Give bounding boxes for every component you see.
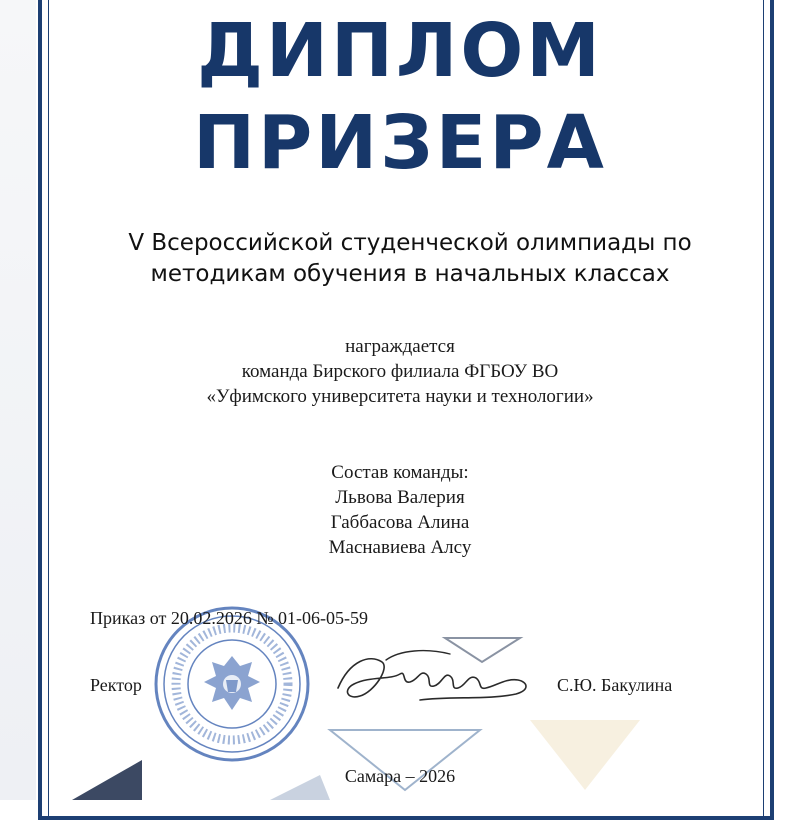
olympiad-line2: методикам обучения в начальных классах [150,261,670,287]
diploma-title-line1: ДИПЛОМ [197,8,603,94]
order-reference: Приказ от 20.02.2026 № 01-06-05-59 [90,608,368,628]
signature-icon [330,640,540,720]
diploma-title-line2: ПРИЗЕРА [193,100,607,186]
team-member: Габбасова Алина [330,512,470,533]
team-member: Маснавиева Алсу [328,537,472,558]
rector-name: С.Ю. Бакулина [557,675,673,695]
recipient-line2: «Уфимского университета науки и технологии» [206,386,594,407]
olympiad-line1: V Всероссийской студенческой олимпиады по [128,230,692,256]
city-year: Самара – 2026 [344,766,456,786]
team-heading: Состав команды: [331,462,469,483]
awarded-text: награждается [345,336,455,357]
recipient-line1: команда Бирского филиала ФГБОУ ВО [241,361,559,382]
rector-label: Ректор [90,675,142,695]
team-member: Львова Валерия [335,487,465,508]
